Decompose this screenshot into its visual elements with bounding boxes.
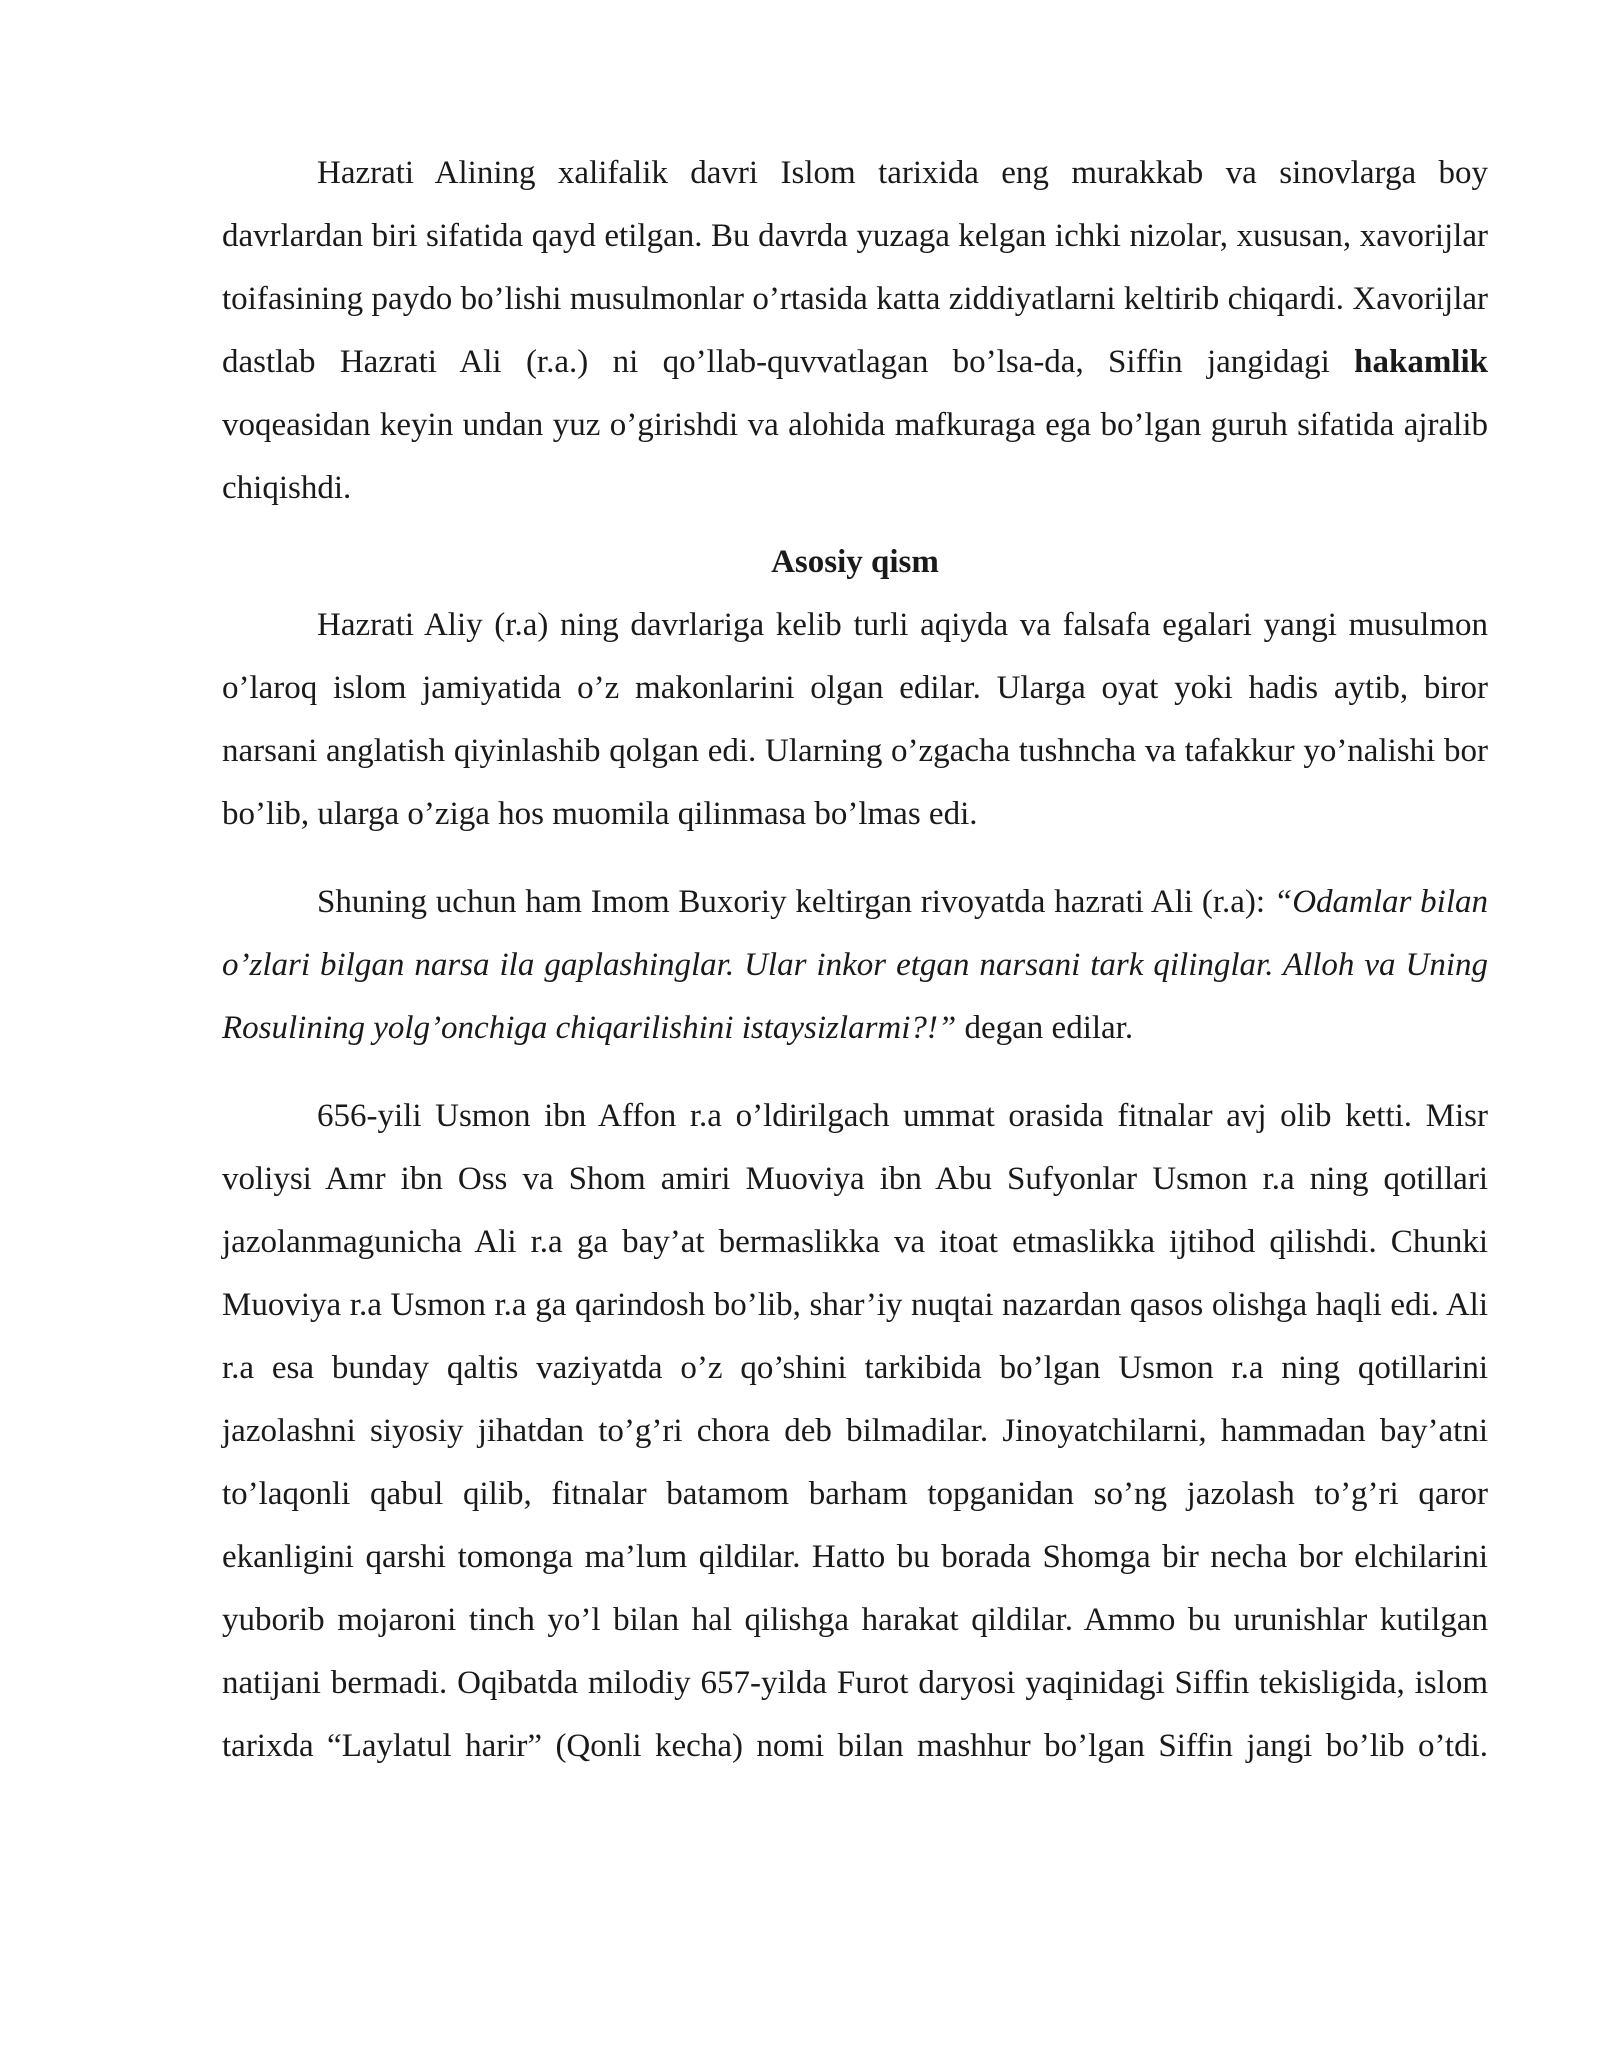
paragraph-history: 656-yili Usmon ibn Affon r.a o’ldirilgach ummat orasida fitnalar avj olib ketti. Misr voliysi Amr ibn Oss va Shom amiri Muoviya ibn Abu Sufyonlar Usmon r.a ning qotillari jazolanmagunicha Ali r.a ga bay’at bermaslikka va itoat etmaslikka ijtihod qilishdi. Chunki Muoviya r.a Usmon r.a ga qarindosh bo’lib, shar’iy nuqtai nazardan qasos olishga haqli edi. Ali r.a esa bunday qaltis vaziyatda o’z qo’shini tarkibida bo’lgan Usmon r.a ning qotillarini jazolashni siyosiy jihatdan to’g’ri chora deb bilmadilar. Jinoyatchilarni, hammadan bay’atni to’laqonli qabul qilib, fitnalar batamom barham topganidan so’ng jazolash to’g’ri qaror ekanligini qarshi tomonga ma’lum qildilar. Hatto bu borada Shomga bir necha bor elchilarini yuborib mojaroni tinch yo’l bilan hal qilishga harakat qildilar. Ammo bu urunishlar kutilgan natijani bermadi. Oqibatda milodiy 657-yilda Furot daryosi yaqinidagi Siffin tekisligida, islom tarixda “Laylatul harir” (Qonli kecha) nomi bilan mashhur bo’lgan Siffin jangi bo’lib o’tdi. xyxy=(222,1098,1488,1764)
document-page xyxy=(222,142,1488,1778)
quote-lead-text: Shuning uchun ham Imom Buxoriy keltirgan rivoyatda hazrati Ali (r.a): xyxy=(317,884,1274,920)
section-heading: Asosiy qism xyxy=(771,544,939,580)
bold-term-hakamlik: hakamlik xyxy=(1354,344,1488,380)
paragraph-main-1: Hazrati Aliy (r.a) ning davrlariga kelib turli aqiyda va falsafa egalari yangi musulmon o’laroq islom jamiyatida o’z makonlarini olgan edilar. Ularga oyat yoki hadis aytib, biror narsani anglatish qiyinlashib qolgan edi. Ularning o’zgacha tushncha va tafakkur yo’nalishi bor bo’lib, ularga o’ziga hos muomila qilinmasa bo’lmas edi. xyxy=(222,607,1488,832)
paragraph-quote xyxy=(222,871,1488,1060)
paragraph-intro-text-start: Hazrati Alining xalifalik davri Islom tarixida eng murakkab va sinovlarga boy davrlardan biri sifatida qayd etilgan. Bu davrda yuzaga kelgan ichki nizolar, xususan, xavorijlar toifasining paydo bo’lishi musulmonlar o’rtasida katta ziddiyatlarni keltirib chiqardi. Xavorijlar dastlab Hazrati Ali (r.a.) ni qo’llab-quvvatlagan bo’lsa-da, Siffin jangidagi xyxy=(222,155,1488,380)
quote-trailing-text: degan edilar. xyxy=(956,1010,1134,1046)
paragraph-intro xyxy=(222,142,1488,520)
quote-italic-text: “Odamlar bilan o’zlari bilgan narsa ila gaplashinglar. Ular inkor etgan narsani tark qilinglar. Alloh va Uning Rosulining yolg’onchiga chiqarilishini istaysizlarmi?!” xyxy=(222,884,1488,1046)
paragraph-intro-text-end: voqeasidan keyin undan yuz o’girishdi va alohida mafkuraga ega bo’lgan guruh sifatida ajralib chiqishdi. xyxy=(222,407,1488,506)
